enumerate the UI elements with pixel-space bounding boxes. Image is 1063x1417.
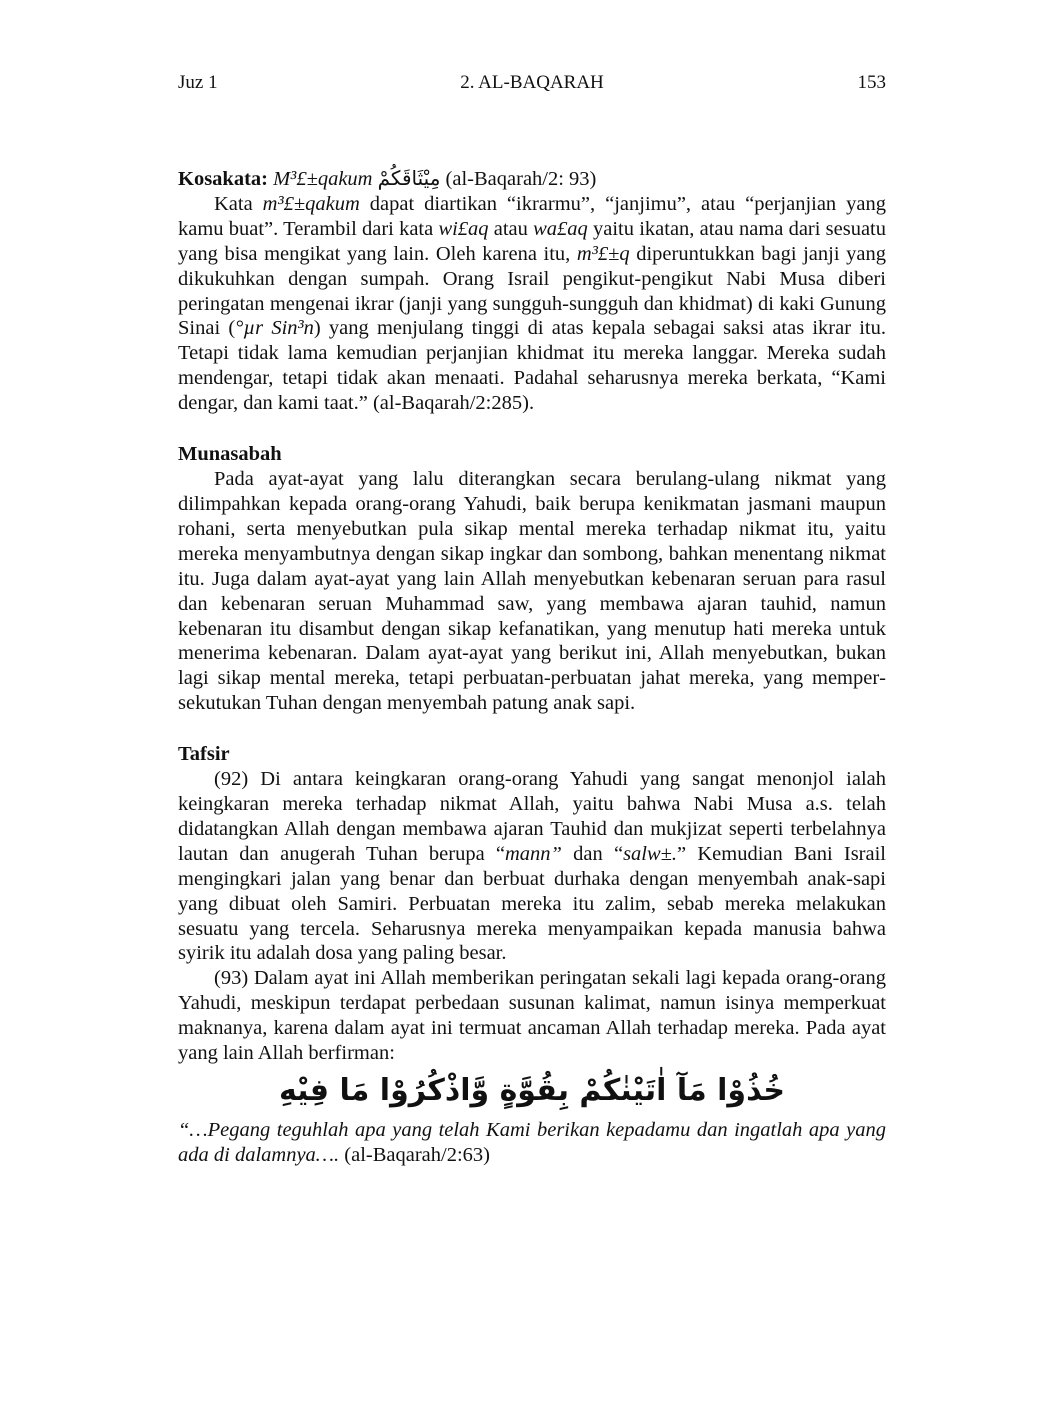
surah-title: 2. AL-BAQARAH [460,72,604,93]
tafsir-paragraph-93: (93) Dalam ayat ini Allah memberikan peringatan sekali lagi kepada orang-orang Yahudi, meskipun terdapat perbedaan susunan kalimat, namun isinya memperkuat maknanya, karena dalam ayat ini termuat ancaman Allah terhadap mereka. Pada ayat yang lain Allah berfirman: [178,967,886,1065]
kosakata-term: M³£±qakum [273,168,373,190]
verse-translation [178,1118,886,1168]
running-header [178,72,886,102]
kosakata-paragraph: Kata m³£±qakum dapat diartikan “ikrarmu”, “janjimu”, atau “perjanjian yang kamu buat”. Terambil dari kata wi£aq atau wa£aq yaitu ikatan, atau nama dari sesuatu yang bisa mengikat yang lain. Oleh karena itu, m³£±q diperuntukkan bagi janji yang dikukuhkan dengan sumpah. Orang Israil pengikut-pengikut Nabi Musa diberi peringatan mengenai ikrar (janji yang sungguh-sungguh dan khidmat) di kaki Gunung Sinai (°µr Sin³n) yang menjulang tinggi di atas kepala sebagai saksi atas ikrar itu. Tetapi tidak lama kemudian perjanjian khidmat itu mereka langgar. Mereka sudah mendengar, tetapi tidak akan menaati. Padahal seharusnya mereka berkata, “Kami dengar, dan kami taat.” (al-Baqarah/2:285). [178,192,886,415]
kosakata-label: Kosakata: [178,168,268,190]
munasabah-paragraph: Pada ayat-ayat yang lalu diterangkan secara berulang-ulang nikmat yang dilimpahkan kepada orang-orang Yahudi, baik berupa kenikmatan jasmani maupun rohani, serta menyebutkan pula sikap mental mereka terhadap nikmat itu, yaitu mereka menyambutnya dengan sikap ingkar dan sombong, bahkan menentang nikmat itu. Juga dalam ayat-ayat yang lain Allah menyebutkan kebenaran seruan para rasul dan kebenaran seruan Muhammad saw, yang membawa ajaran tauhid, namun kebenaran itu disambut dengan sikap kefanatikan, yang menutup hati mereka untuk menerima kebenaran. Dalam ayat-ayat yang berikut ini, Allah menyebutkan, bukan lagi sikap mental mereka, tetapi perbuatan-perbuatan jahat mereka, yang mempersekutukan Tuhan dengan menyembah patung anak sapi. [178,468,886,715]
quran-verse-arabic: خُذُوْا مَآ اٰتَيْنٰكُمْ بِقُوَّةٍ وَّاذْكُرُوْا مَا فِيْهِ [278,1073,786,1108]
tafsir-paragraph-92: (92) Di antara keingkaran orang-orang Yahudi yang sangat menonjol ialah keingkaran mereka terhadap nikmat Allah, yaitu bahwa Nabi Musa a.s. telah didatangkan Allah dengan membawa ajaran Tauhid dan mukjizat seperti terbelahnya lautan dan anugerah Tuhan berupa “mann” dan “salw±.” Kemudian Bani Israil mengingkari jalan yang benar dan berbuat durhaka dengan menyembah anak-sapi yang dibuat oleh Samiri. Perbuatan mereka itu zalim, sebab mereka melakukan sesuatu yang tercela. Seharusnya mereka menyampaikan kepada manusia bahwa syirik itu adalah dosa yang paling besar. [178,768,886,965]
kosakata-arabic: مِيْثَاقَكُمْ [377,166,441,190]
page-number: 153 [857,72,886,93]
juz-label: Juz 1 [178,72,218,93]
munasabah-heading: Munasabah [178,443,282,466]
page-body [178,166,886,1168]
kosakata-ref: (al-Baqarah/2: 93) [445,168,597,190]
translation-text: “…Pegang teguhlah apa yang telah Kami berikan kepadamu dan ingatlah apa yang ada di dalamnya…. [178,1119,886,1166]
tafsir-heading: Tafsir [178,743,230,766]
translation-ref: (al-Baqarah/2:63) [339,1143,490,1166]
kosakata-heading [178,166,886,192]
